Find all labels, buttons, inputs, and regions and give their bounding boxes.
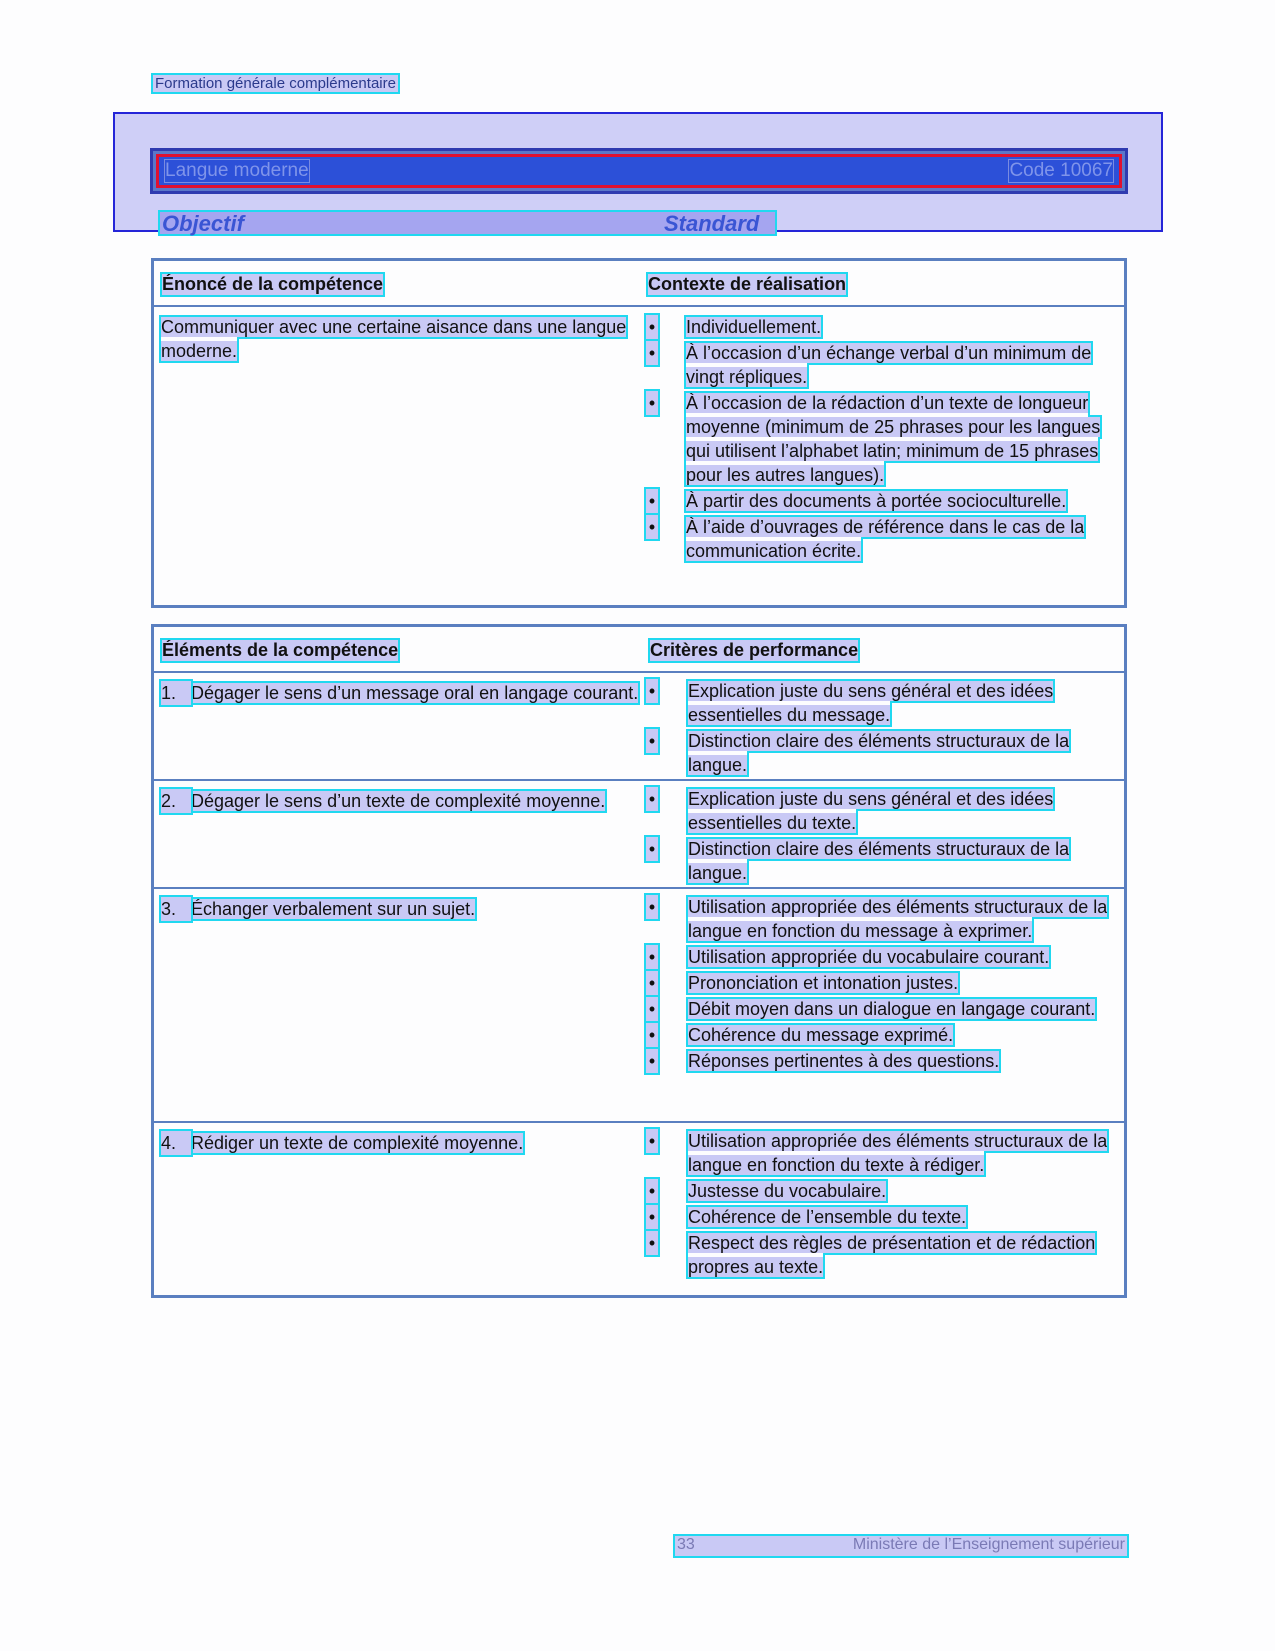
- elements-rows: [154, 673, 1124, 1299]
- criteria-list: [646, 895, 1111, 1073]
- criterion-item: [646, 1231, 1111, 1279]
- context-item-text: À partir des documents à portée socioculturelle.: [686, 491, 1067, 511]
- element-row: [154, 673, 1124, 781]
- criterion-text: Distinction claire des éléments structuraux de la langue.: [688, 839, 1070, 883]
- element-number: 1.: [161, 681, 191, 705]
- course-title: Langue moderne: [165, 160, 309, 181]
- criterion-text: Réponses pertinentes à des questions.: [688, 1051, 1000, 1071]
- criterion-text: Prononciation et intonation justes.: [688, 973, 959, 993]
- criterion-text: Cohérence du message exprimé.: [688, 1025, 954, 1045]
- criterion-text: Utilisation appropriée du vocabulaire courant.: [688, 947, 1050, 967]
- criteria-header: Critères de performance: [650, 640, 859, 660]
- criterion-text: Débit moyen dans un dialogue en langage courant.: [688, 999, 1096, 1019]
- context-item-text: À l’aide d’ouvrages de référence dans le cas de la communication écrite.: [686, 517, 1085, 561]
- context-item: [646, 341, 1111, 389]
- context-item-text: Individuellement.: [686, 317, 822, 337]
- element-text: Dégager le sens d’un texte de complexité moyenne.: [191, 791, 606, 811]
- element-text: Échanger verbalement sur un sujet.: [191, 899, 476, 919]
- competence-statement: Communiquer avec une certaine aisance dans une langue moderne.: [161, 317, 627, 361]
- criterion-text: Explication juste du sens général et des idées essentielles du message.: [688, 681, 1054, 725]
- criterion-text: Utilisation appropriée des éléments structuraux de la langue en fonction du texte à rédiger.: [688, 1131, 1108, 1175]
- context-list: [646, 315, 1111, 563]
- criterion-item: [646, 945, 1111, 969]
- element-text: Rédiger un texte de complexité moyenne.: [191, 1133, 524, 1153]
- criterion-text: Distinction claire des éléments structuraux de la langue.: [688, 731, 1070, 775]
- criteria-list: [646, 679, 1111, 777]
- elements-table: [151, 624, 1127, 1298]
- element-row: [154, 889, 1124, 1123]
- competence-row: [154, 307, 1124, 607]
- running-header: Formation générale complémentaire: [155, 75, 396, 92]
- criterion-text: Respect des règles de présentation et de rédaction propres au texte.: [688, 1233, 1096, 1277]
- element-row: [154, 781, 1124, 889]
- element-number: 4.: [161, 1131, 191, 1155]
- footer-ministry: Ministère de l’Enseignement supérieur: [852, 1536, 1125, 1553]
- competence-table: [151, 258, 1127, 608]
- elements-header: Éléments de la compétence: [162, 640, 399, 660]
- context-item: [646, 515, 1111, 563]
- context-header: Contexte de réalisation: [648, 274, 847, 294]
- page-footer: [675, 1536, 1127, 1556]
- criterion-item: [646, 729, 1111, 777]
- competence-table-header: [154, 261, 1124, 307]
- element-text: Dégager le sens d’un message oral en langage courant.: [191, 683, 639, 703]
- criterion-item: [646, 1049, 1111, 1073]
- objective-standard-labels: [160, 212, 775, 234]
- element-number: 3.: [161, 897, 191, 921]
- elements-table-header: [154, 627, 1124, 673]
- context-item-text: À l’occasion d’un échange verbal d’un minimum de vingt répliques.: [686, 343, 1092, 387]
- element-row: [154, 1123, 1124, 1299]
- criterion-item: [646, 1205, 1111, 1229]
- course-code: Code 10067: [1009, 160, 1113, 181]
- objective-label: Objectif: [162, 211, 244, 236]
- context-item: [646, 391, 1111, 487]
- statement-header: Énoncé de la compétence: [162, 274, 384, 294]
- criterion-item: [646, 1023, 1111, 1047]
- element-number: 2.: [161, 789, 191, 813]
- context-item: [646, 489, 1111, 513]
- criterion-text: Cohérence de l’ensemble du texte.: [688, 1207, 967, 1227]
- criterion-item: [646, 787, 1111, 835]
- criterion-item: [646, 971, 1111, 995]
- context-item: [646, 315, 1111, 339]
- criterion-text: Explication juste du sens général et des idées essentielles du texte.: [688, 789, 1054, 833]
- page-number: 33: [677, 1536, 695, 1553]
- criterion-item: [646, 1179, 1111, 1203]
- criterion-item: [646, 837, 1111, 885]
- criterion-text: Utilisation appropriée des éléments structuraux de la langue en fonction du message à exprimer.: [688, 897, 1108, 941]
- criterion-item: [646, 997, 1111, 1021]
- criterion-item: [646, 895, 1111, 943]
- course-title-bar: [150, 148, 1128, 194]
- criterion-text: Justesse du vocabulaire.: [688, 1181, 887, 1201]
- criteria-list: [646, 1129, 1111, 1279]
- criteria-list: [646, 787, 1111, 885]
- criterion-item: [646, 1129, 1111, 1177]
- context-item-text: À l’occasion de la rédaction d’un texte de longueur moyenne (minimum de 25 phrases pour les langues qui utilisent l’alphabet latin; minimum de 15 phrases pour les autres langues).: [686, 393, 1101, 485]
- standard-label: Standard: [664, 211, 760, 236]
- criterion-item: [646, 679, 1111, 727]
